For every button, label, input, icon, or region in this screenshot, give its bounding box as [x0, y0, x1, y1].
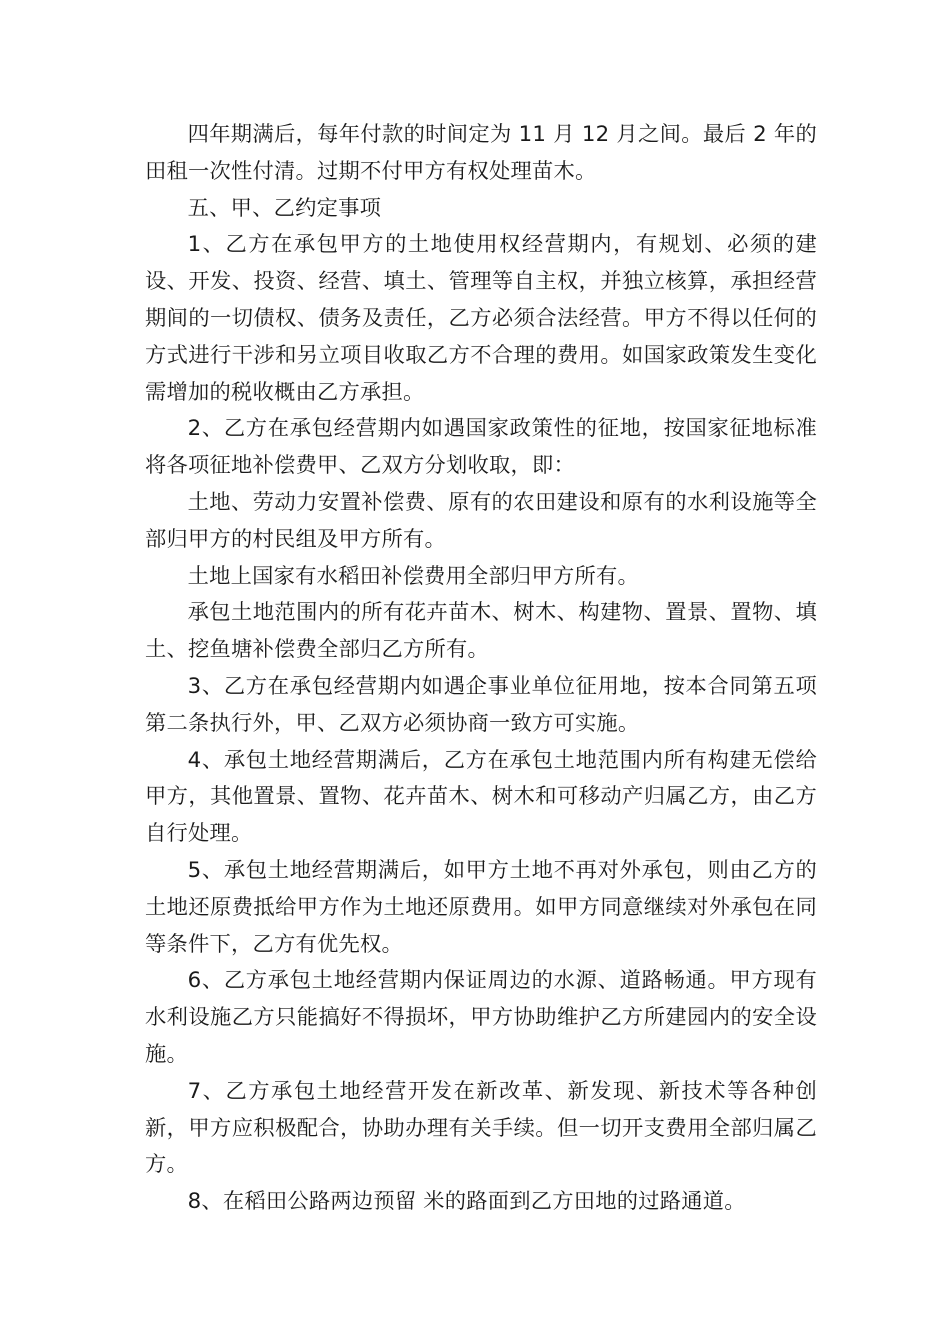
paragraph-clause-2-nursery-compensation: 承包土地范围内的所有花卉苗木、树木、构建物、置景、置物、填土、挖鱼塘补偿费全部归乙方所有。: [145, 600, 817, 663]
section-heading-agreed-matters: 五、甲、乙约定事项: [187, 195, 382, 221]
paragraph-clause-5: 5、承包土地经营期满后，如甲方土地不再对外承包，则由乙方的土地还原费抵给甲方作为土地还原费用。如甲方同意继续对外承包在同等条件下，乙方有优先权。: [145, 857, 817, 957]
paragraph-clause-2-paddy-compensation: 土地上国家有水稻田补偿费用全部归甲方所有。: [187, 563, 640, 589]
paragraph-clause-6: 6、乙方承包土地经营期内保证周边的水源、道路畅通。甲方现有水利设施乙方只能搞好不得损坏，甲方协助维护乙方所建园内的安全设施。: [145, 968, 817, 1067]
paragraph-clause-2-land-compensation: 土地、劳动力安置补偿费、原有的农田建设和原有的水利设施等全部归甲方的村民组及甲方所有。: [145, 489, 817, 552]
paragraph-clause-7: 7、乙方承包土地经营开发在新改革、新发现、新技术等各种创新，甲方应积极配合，协助办理有关手续。但一切开支费用全部归属乙方。: [145, 1078, 817, 1178]
paragraph-clause-2: 2、乙方在承包经营期内如遇国家政策性的征地，按国家征地标准将各项征地补偿费甲、乙双方分划收取，即：: [145, 416, 817, 479]
paragraph-clause-8: 8、在稻田公路两边预留 米的路面到乙方田地的过路通道。: [187, 1189, 746, 1215]
paragraph-clause-4: 4、承包土地经营期满后，乙方在承包土地范围内所有构建无偿给甲方，其他置景、置物、花卉苗木、树木和可移动产归属乙方，由乙方自行处理。: [145, 747, 817, 847]
paragraph-clause-1: 1、乙方在承包甲方的土地使用权经营期内，有规划、必须的建设、开发、投资、经营、填土、管理等自主权，并独立核算，承担经营期间的一切债权、债务及责任，乙方必须合法经营。甲方不得以任何的方式进行干涉和另立项目收取乙方不合理的费用。如国家政策发生变化需增加的税收概由乙方承担。: [145, 232, 817, 405]
paragraph-payment-terms: 四年期满后，每年付款的时间定为 11 月 12 月之间。最后 2 年的田租一次性付清。过期不付甲方有权处理苗木。: [145, 122, 817, 184]
paragraph-clause-3: 3、乙方在承包经营期内如遇企事业单位征用地，按本合同第五项第二条执行外，甲、乙双方必须协商一致方可实施。: [145, 673, 817, 736]
document-body: [145, 117, 817, 1221]
